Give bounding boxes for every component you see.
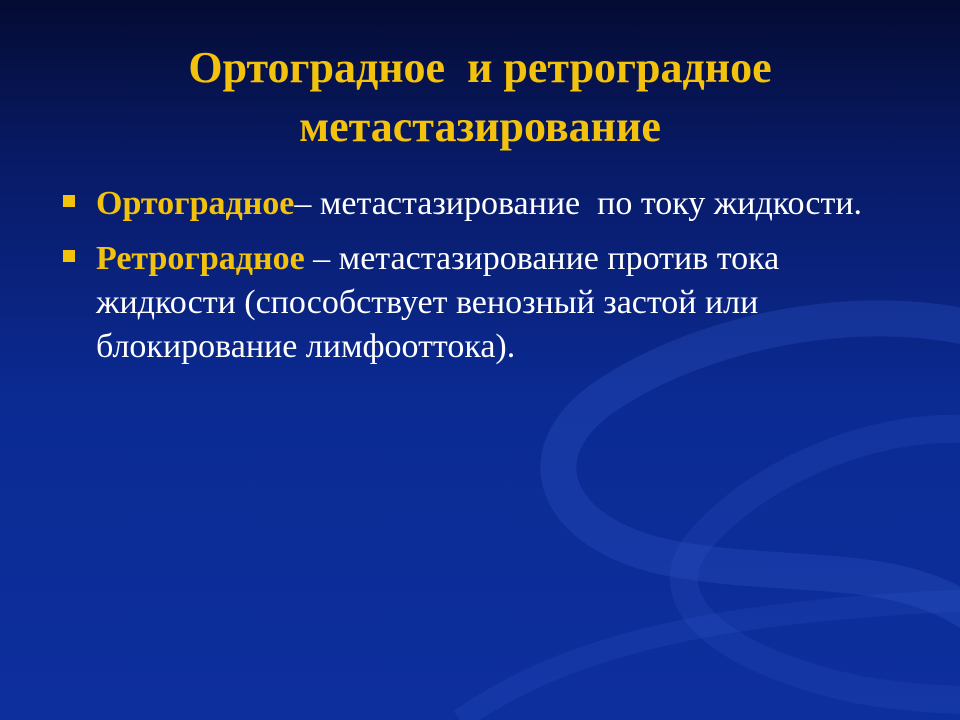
square-bullet-icon (63, 250, 75, 262)
bullet-list (60, 182, 900, 369)
bullet-item-orthograde (60, 182, 900, 226)
bullet-item-retrograde (60, 237, 900, 369)
bullet-term-orthograde: Ортоградное (96, 185, 295, 222)
slide-title (60, 38, 900, 156)
slide-title-line-2: метастазирование (299, 102, 661, 151)
bullet-text-orthograde: – метастазирование по току жидкости. (294, 185, 863, 222)
bullet-text-retrograde: – метастазирование против тока жидкости (способствует венозный застой или блокирование лимфооттока). (96, 240, 788, 365)
bullet-term-retrograde: Ретроградное (96, 240, 305, 277)
slide-title-line-1: Ортоградное и ретроградное (188, 43, 772, 92)
square-bullet-icon (63, 195, 75, 207)
